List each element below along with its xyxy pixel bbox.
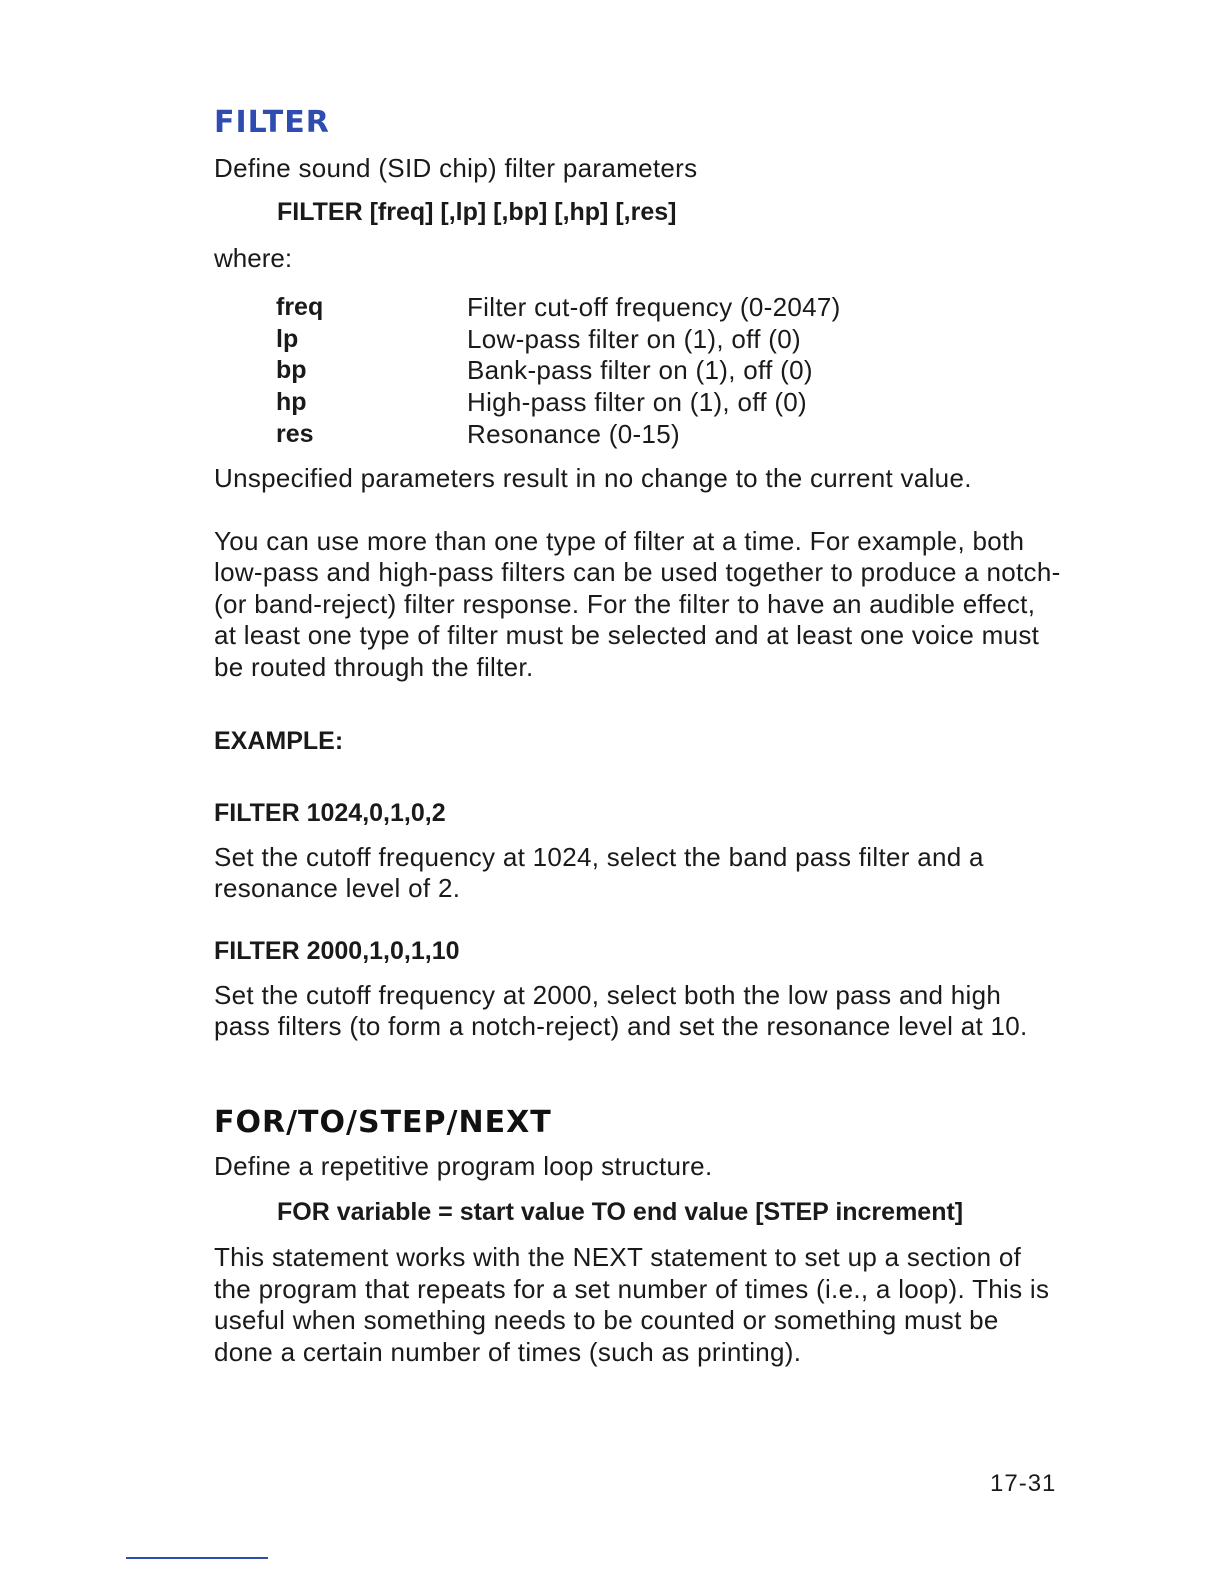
param-name: bp (276, 356, 307, 385)
where-label: where: (214, 243, 293, 273)
param-row-res (276, 418, 1064, 450)
param-row-freq (276, 292, 1064, 324)
param-name: lp (276, 324, 299, 353)
param-description: Resonance (0-15) (467, 418, 680, 449)
page-number: 17-31 (990, 1470, 1057, 1497)
example-label: EXAMPLE: (214, 726, 344, 755)
example-text: Set the cutoff frequency at 1024, select the band pass filter and a resonance level of 2. (214, 841, 984, 904)
filter-description: Define sound (SID chip) filter parameters (214, 153, 698, 183)
param-description: Filter cut-off frequency (0-2047) (467, 292, 841, 323)
param-name: res (276, 419, 314, 448)
page-content (214, 104, 1064, 1368)
example-text: Set the cutoff frequency at 2000, select both the low pass and high pass filters (to form a notch-reject) and set the resonance level at 10. (214, 979, 1028, 1042)
for-description: Define a repetitive program loop structure. (214, 1150, 713, 1181)
parameter-list (276, 292, 1064, 450)
param-description: Bank-pass filter on (1), off (0) (467, 355, 813, 386)
unspecified-note: Unspecified parameters result in no change to the current value. (214, 462, 972, 493)
param-name: hp (276, 388, 307, 417)
for-heading: FOR/TO/STEP/NEXT (214, 1104, 552, 1140)
param-name: freq (276, 293, 324, 322)
for-paragraph: This statement works with the NEXT statement to set up a section of the program that repeats for a set number of times (i.e., a loop). This is useful when something needs to be counted or something must be done a certain number of times (such as printing). (214, 1241, 1050, 1367)
for-syntax: FOR variable = start value TO end value [STEP increment] (277, 1197, 964, 1226)
param-description: High-pass filter on (1), off (0) (467, 387, 808, 418)
param-row-lp (276, 324, 1064, 356)
bottom-rule (126, 1557, 268, 1559)
param-row-bp (276, 355, 1064, 387)
param-row-hp (276, 387, 1064, 419)
filter-syntax: FILTER [freq] [,lp] [,bp] [,hp] [,res] (277, 198, 677, 226)
filter-paragraph: You can use more than one type of filter at a time. For example, both low-pass and high-pass filters can be used together to produce a notch-(or band-reject) filter response. For the filter to have an audible effect, at least one type of filter must be selected and at least one voice must be routed through the filter. (214, 525, 1061, 682)
param-description: Low-pass filter on (1), off (0) (467, 323, 801, 354)
example-code: FILTER 1024,0,1,0,2 (214, 798, 446, 827)
example-code: FILTER 2000,1,0,1,10 (214, 936, 460, 965)
filter-heading: FILTER (214, 105, 330, 140)
